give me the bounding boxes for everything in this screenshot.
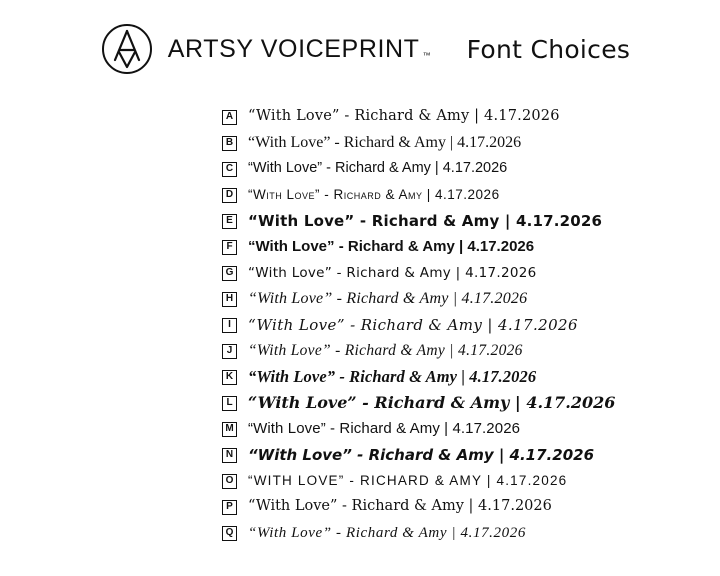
font-sample-text: “WITH LOVE” - RICHARD & AMY | 4.17.2026 (248, 472, 568, 488)
option-letter-badge: Q (222, 526, 237, 541)
font-sample-text: “With Love” - Richard & Amy | 4.17.2026 (248, 186, 500, 202)
font-sample-text: “With Love” - Richard & Amy | 4.17.2026 (248, 211, 603, 230)
list-item[interactable] (222, 442, 594, 468)
option-letter-badge: L (222, 396, 237, 411)
list-item[interactable] (222, 312, 578, 338)
artsy-voiceprint-logo-icon (100, 22, 154, 76)
list-item[interactable] (222, 104, 560, 130)
font-sample-text: “With Love” - Richard & Amy | 4.17.2026 (248, 445, 595, 464)
list-item[interactable] (222, 286, 527, 312)
list-item[interactable] (222, 260, 537, 286)
brand-name: ARTSY VOICEPRINT (167, 34, 420, 63)
font-sample-text: “With Love” - Richard & Amy | 4.17.2026 (248, 393, 616, 413)
option-letter-badge: O (222, 474, 237, 489)
font-sample-text: “With Love” - Richard & Amy | 4.17.2026 (248, 342, 523, 360)
option-letter-badge: K (222, 370, 237, 385)
list-item[interactable] (222, 390, 615, 416)
option-letter-badge: F (222, 240, 237, 255)
option-letter-badge: M (222, 422, 237, 437)
option-letter-badge: H (222, 292, 237, 307)
list-item[interactable] (222, 416, 520, 442)
option-letter-badge: G (222, 266, 237, 281)
brand-lockup (168, 35, 431, 64)
font-sample-text: “With Love” - Richard & Amy | 4.17.2026 (248, 290, 528, 308)
trademark-symbol: ™ (422, 50, 431, 60)
list-item[interactable] (222, 130, 521, 156)
list-item[interactable] (222, 520, 526, 546)
list-item[interactable] (222, 338, 523, 364)
list-item[interactable] (222, 468, 567, 494)
font-sample-text: “With Love” - Richard & Amy | 4.17.2026 (248, 315, 578, 334)
option-letter-badge: E (222, 214, 237, 229)
list-item[interactable] (222, 234, 534, 260)
option-letter-badge: P (222, 500, 237, 515)
option-letter-badge: C (222, 162, 237, 177)
font-sample-text: “With Love” - Richard & Amy | 4.17.2026 (248, 160, 508, 177)
page-header (0, 0, 720, 76)
font-sample-text: “With Love” - Richard & Amy | 4.17.2026 (248, 498, 552, 515)
option-letter-badge: A (222, 110, 237, 125)
page-title: Font Choices (466, 34, 631, 64)
list-item[interactable] (222, 208, 602, 234)
font-sample-text: “With Love” - Richard & Amy | 4.17.2026 (248, 419, 521, 437)
list-item[interactable] (222, 182, 500, 208)
font-sample-text: “With Love” - Richard & Amy | 4.17.2026 (248, 366, 537, 386)
font-sample-text: “With Love” - Richard & Amy | 4.17.2026 (248, 524, 526, 541)
option-letter-badge: D (222, 188, 237, 203)
option-letter-badge: B (222, 136, 237, 151)
option-letter-badge: I (222, 318, 237, 333)
font-sample-text: “With Love” - Richard & Amy | 4.17.2026 (248, 108, 560, 125)
font-sample-text: “With Love” - Richard & Amy | 4.17.2026 (248, 237, 535, 255)
font-choices-list (0, 104, 720, 546)
option-letter-badge: J (222, 344, 237, 359)
list-item[interactable] (222, 156, 507, 182)
list-item[interactable] (222, 364, 536, 390)
font-sample-text: “With Love” - Richard & Amy | 4.17.2026 (248, 264, 537, 281)
list-item[interactable] (222, 494, 552, 520)
font-sample-text: “With Love” - Richard & Amy | 4.17.2026 (248, 134, 522, 152)
option-letter-badge: N (222, 448, 237, 463)
